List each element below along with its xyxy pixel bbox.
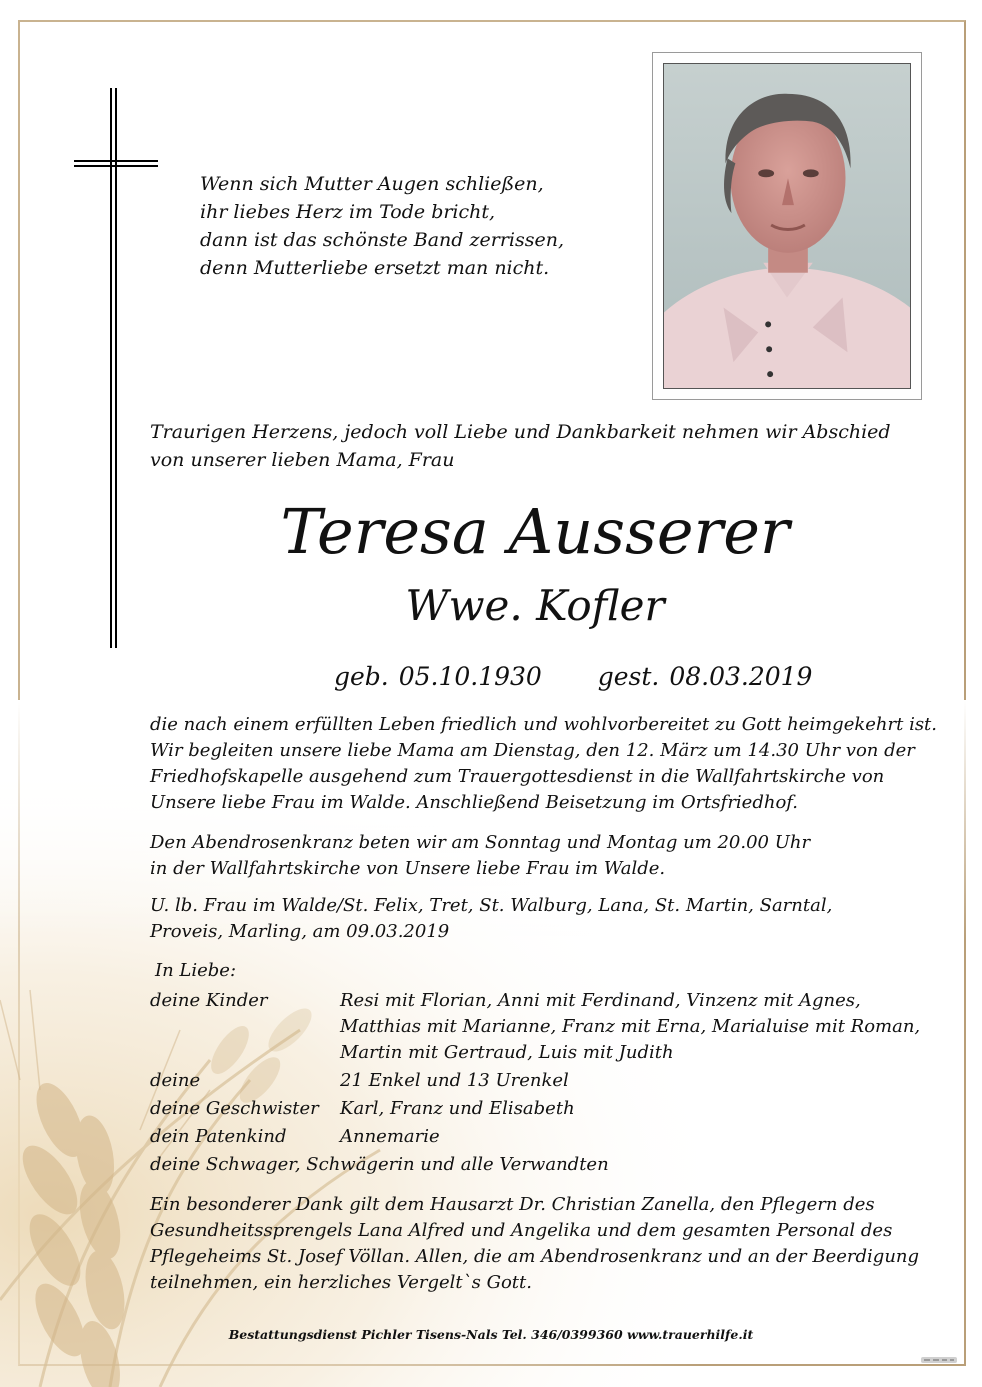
mourner-relation: deine Schwager, Schwägerin und alle Verwandten: [150, 1154, 609, 1175]
life-dates: [334, 660, 812, 694]
funeral-text: [150, 712, 937, 816]
portrait-photo: [663, 63, 911, 389]
mourner-names: 21 Enkel und 13 Urenkel: [340, 1070, 569, 1091]
deceased-name: Teresa Ausserer: [280, 495, 790, 568]
mourner-names: Karl, Franz und Elisabeth: [340, 1098, 575, 1119]
text-line: Proveis, Marling, am 09.03.2019: [150, 921, 450, 942]
poem-line: Wenn sich Mutter Augen schließen,: [200, 173, 544, 195]
poem-line: ihr liebes Herz im Tode bricht,: [200, 201, 496, 223]
poem-line: dann ist das schönste Band zerrissen,: [200, 229, 565, 251]
text-line: U. lb. Frau im Walde/St. Felix, Tret, St. Walburg, Lana, St. Martin, Sarntal,: [150, 895, 833, 916]
mourner-names: Resi mit Florian, Anni mit Ferdinand, Vinzenz mit Agnes,: [340, 990, 861, 1011]
death-date: gest. 08.03.2019: [597, 662, 813, 691]
text-line: teilnehmen, ein herzliches Vergelt`s Gott.: [150, 1272, 532, 1293]
portrait-frame: [652, 52, 922, 400]
intro-text: [150, 418, 891, 474]
printer-mark-icon: [921, 1356, 957, 1364]
mourner-relation: deine Geschwister: [150, 1098, 319, 1119]
mourners-heading: In Liebe:: [155, 960, 237, 981]
funeral-home-footer: Bestattungsdienst Pichler Tisens-Nals Tel. 346/0399360 www.trauerhilfe.it: [228, 1327, 754, 1342]
text-line: Ein besonderer Dank gilt dem Hausarzt Dr. Christian Zanella, den Pflegern des: [150, 1194, 875, 1215]
text-line: Den Abendrosenkranz beten wir am Sonntag und Montag um 20.00 Uhr: [150, 832, 811, 853]
intro-line: von unserer lieben Mama, Frau: [150, 449, 455, 471]
intro-line: Traurigen Herzens, jedoch voll Liebe und Dankbarkeit nehmen wir Abschied: [150, 421, 891, 443]
birth-date: geb. 05.10.1930: [334, 662, 542, 691]
text-line: Friedhofskapelle ausgehend zum Trauergottesdienst in die Wallfahrtskirche von: [150, 766, 885, 787]
text-line: Wir begleiten unsere liebe Mama am Dienstag, den 12. März um 14.30 Uhr von der: [150, 740, 915, 761]
text-line: Gesundheitssprengels Lana Alfred und Angelika und dem gesamten Personal des: [150, 1220, 893, 1241]
widow-name: Wwe. Kofler: [405, 581, 665, 630]
poem-line: denn Mutterliebe ersetzt man nicht.: [200, 257, 550, 279]
mourner-relation: deine: [150, 1070, 201, 1091]
mourner-names: Matthias mit Marianne, Franz mit Erna, Marialuise mit Roman,: [340, 1016, 921, 1037]
rosary-text: [150, 830, 810, 882]
mourner-relation: deine Kinder: [150, 990, 268, 1011]
thanks-text: [150, 1192, 919, 1296]
mourner-names: Annemarie: [340, 1126, 440, 1147]
text-line: die nach einem erfüllten Leben friedlich und wohlvorbereitet zu Gott heimgekehrt ist.: [150, 714, 938, 735]
mourner-names: Martin mit Gertraud, Luis mit Judith: [340, 1042, 674, 1063]
text-line: Pflegeheims St. Josef Völlan. Allen, die am Abendrosenkranz und an der Beerdigung: [150, 1246, 920, 1267]
poem: [200, 170, 564, 282]
place-date-text: [150, 893, 832, 945]
text-line: in der Wallfahrtskirche von Unsere liebe Frau im Walde.: [150, 858, 666, 879]
text-line: Unsere liebe Frau im Walde. Anschließend Beisetzung im Ortsfriedhof.: [150, 792, 799, 813]
mourner-relation: dein Patenkind: [150, 1126, 287, 1147]
